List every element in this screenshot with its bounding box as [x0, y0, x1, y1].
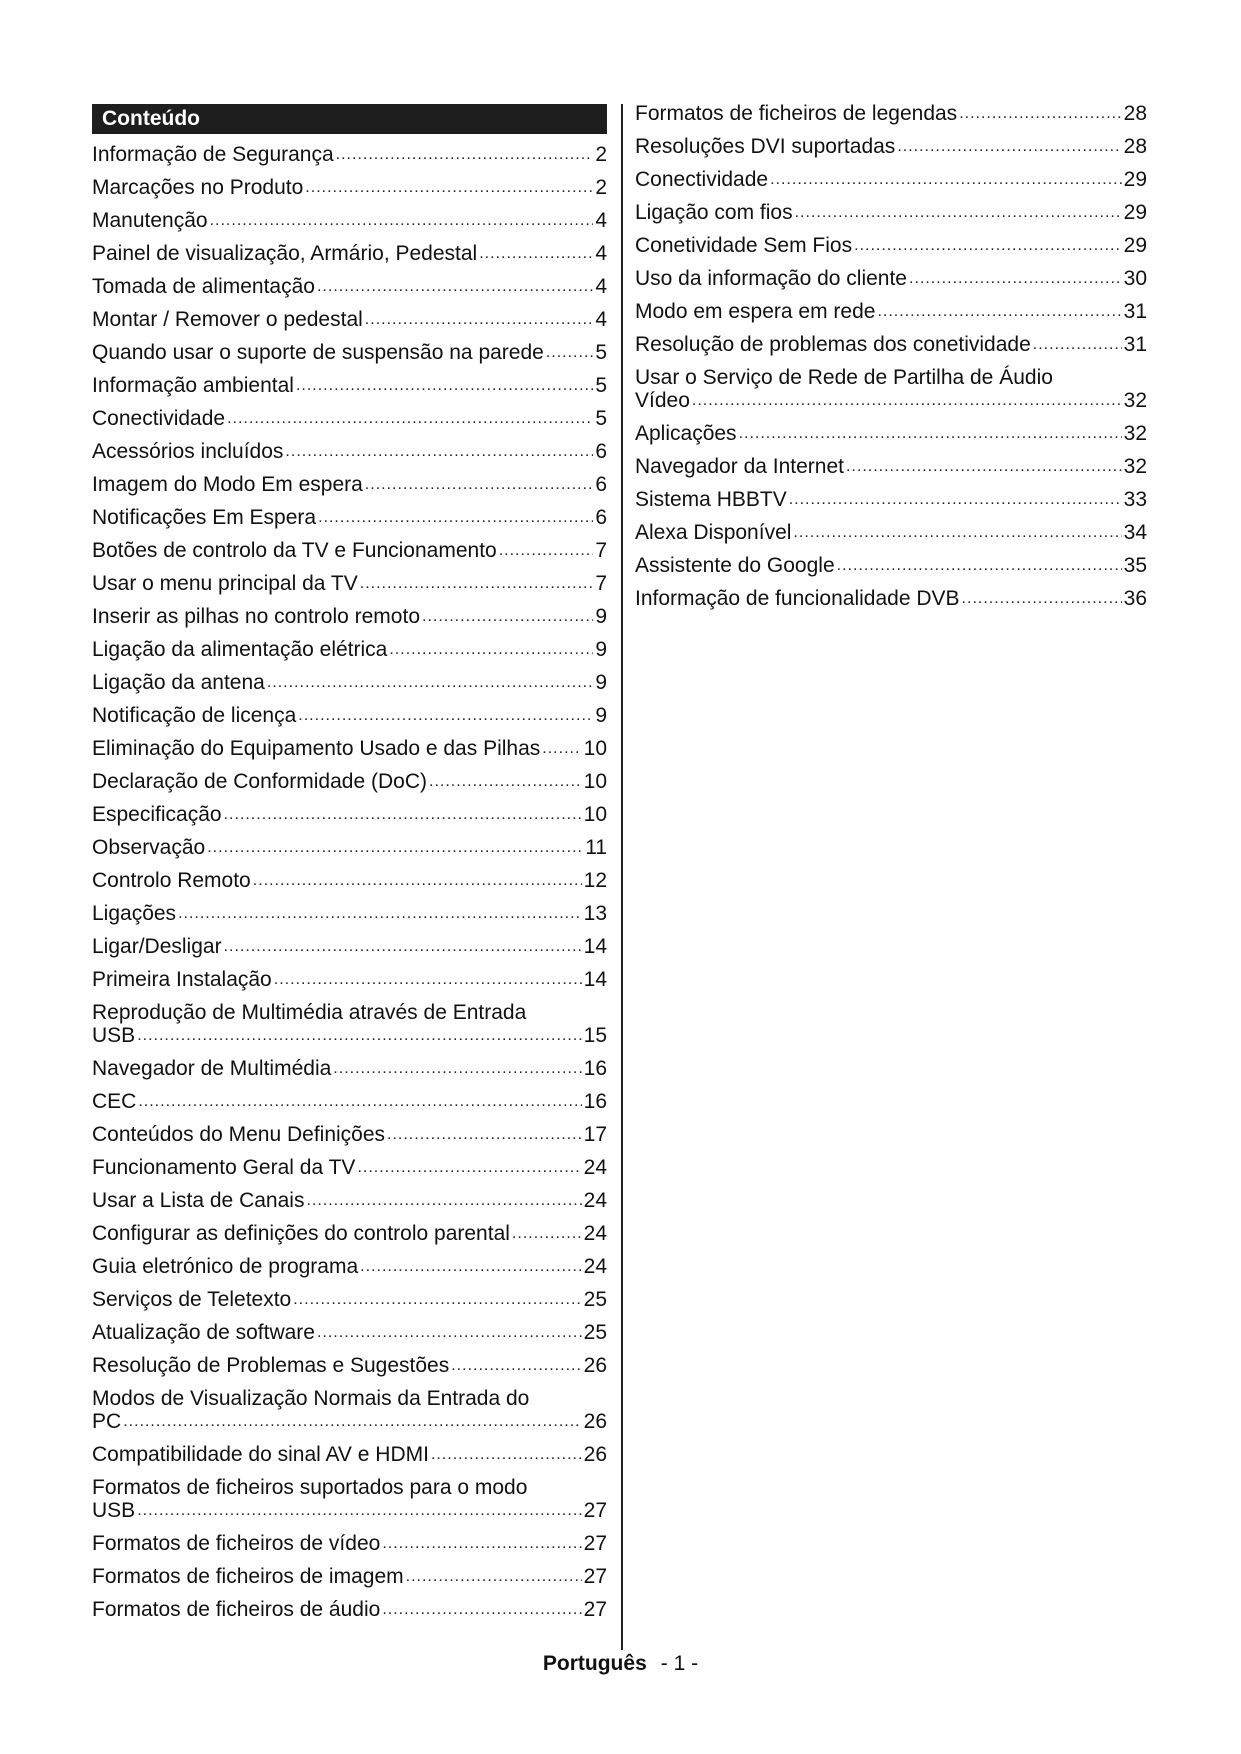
toc-entry-title: Formatos de ficheiros de imagem [92, 1565, 404, 1588]
toc-entry-page: 28 [1123, 102, 1147, 125]
toc-entry-page: 27 [583, 1565, 607, 1588]
toc-entry-title: Formatos de ficheiros de áudio [92, 1598, 381, 1621]
toc-dot-leader [389, 638, 593, 661]
toc-entry-title: USB [92, 1024, 136, 1047]
toc-entry[interactable] [635, 549, 1147, 582]
toc-entry[interactable] [92, 963, 607, 996]
toc-dot-leader [360, 572, 594, 595]
toc-entry-page: 29 [1123, 201, 1147, 224]
toc-entry-title: PC [92, 1410, 122, 1433]
footer-language: Português [542, 1652, 647, 1675]
toc-entry[interactable] [92, 1527, 607, 1560]
toc-dot-leader [451, 1354, 581, 1377]
toc-entry-title: Marcações no Produto [92, 176, 304, 199]
toc-entry-page: 4 [595, 308, 607, 331]
toc-entry-page: 6 [595, 506, 607, 529]
toc-entry[interactable] [92, 1593, 607, 1626]
toc-entry[interactable] [92, 930, 607, 963]
toc-entry-page: 24 [583, 1255, 607, 1278]
toc-entry-page: 27 [583, 1499, 607, 1522]
toc-entry[interactable] [92, 1438, 607, 1471]
toc-dot-leader [318, 506, 593, 529]
toc-entry[interactable] [92, 468, 607, 501]
toc-entry[interactable] [92, 402, 607, 435]
toc-dot-leader [357, 1156, 581, 1179]
toc-entry-title: USB [92, 1499, 136, 1522]
toc-dot-leader [793, 521, 1121, 544]
toc-dot-leader [429, 770, 582, 793]
toc-entry[interactable] [635, 582, 1147, 615]
toc-entry-title: Serviços de Teletexto [92, 1288, 292, 1311]
toc-dot-leader [431, 1443, 582, 1466]
toc-entry[interactable] [92, 765, 607, 798]
toc-entry[interactable] [92, 666, 607, 699]
toc-entry-page: 25 [583, 1288, 607, 1311]
toc-dot-leader [137, 1499, 581, 1522]
toc-entry-title: Resolução de problemas dos conetividade [635, 333, 1031, 356]
toc-entry-page: 6 [595, 440, 607, 463]
toc-entry-title: Notificação de licença [92, 704, 297, 727]
toc-entry[interactable] [92, 303, 607, 336]
toc-entry-page: 16 [583, 1090, 607, 1113]
toc-entry[interactable] [92, 600, 607, 633]
toc-entry-page: 10 [583, 737, 607, 760]
toc-entry[interactable] [92, 237, 607, 270]
toc-dot-leader [317, 1321, 582, 1344]
toc-entry[interactable] [635, 130, 1147, 163]
toc-entry[interactable] [92, 1118, 607, 1151]
toc-entry-page: 7 [595, 572, 607, 595]
toc-dot-leader [382, 1598, 581, 1621]
toc-entry-title: Montar / Remover o pedestal [92, 308, 363, 331]
toc-entry-page: 34 [1123, 521, 1147, 544]
toc-dot-leader [224, 935, 582, 958]
toc-entry[interactable] [635, 97, 1147, 130]
toc-dot-leader [224, 803, 582, 826]
toc-entry-page: 32 [1123, 422, 1147, 445]
toc-entry-title-line: Usar o Serviço de Rede de Partilha de Áudio [635, 366, 1053, 389]
toc-entry-page: 32 [1123, 455, 1147, 478]
toc-entry-row [92, 1410, 607, 1433]
toc-entry-page: 5 [595, 407, 607, 430]
toc-entry-page: 4 [595, 242, 607, 265]
toc-dot-leader [365, 308, 594, 331]
toc-entry-page: 4 [595, 275, 607, 298]
toc-entry-page: 9 [595, 704, 607, 727]
toc-entry-title: Ligações [92, 902, 177, 925]
toc-entry-title: Informação de Segurança [92, 143, 334, 166]
toc-dot-leader [387, 1123, 582, 1146]
toc-entry-page: 24 [583, 1156, 607, 1179]
toc-entry-title: Conteúdos do Menu Definições [92, 1123, 386, 1146]
toc-entry-page: 33 [1123, 488, 1147, 511]
toc-entry-title: Alexa Disponível [635, 521, 792, 544]
toc-entry[interactable] [92, 1283, 607, 1316]
toc-entry[interactable] [92, 1349, 607, 1382]
toc-entry-row [635, 389, 1147, 412]
toc-entry-page: 13 [583, 902, 607, 925]
toc-entry[interactable] [92, 732, 607, 765]
toc-entry-page: 2 [595, 143, 607, 166]
toc-entry-title: Uso da informação do cliente [635, 267, 907, 290]
toc-entry-title: Tomada de alimentação [92, 275, 315, 298]
toc-entry-title: Ligação da alimentação elétrica [92, 638, 388, 661]
toc-entry-title: Quando usar o suporte de suspensão na parede [92, 341, 544, 364]
toc-dot-leader [360, 1255, 581, 1278]
toc-entry[interactable] [92, 864, 607, 897]
toc-entry-page: 10 [583, 803, 607, 826]
toc-entry-title: Usar a Lista de Canais [92, 1189, 305, 1212]
toc-entry-page: 24 [583, 1189, 607, 1212]
toc-dot-leader [253, 869, 582, 892]
toc-entry-page: 27 [583, 1598, 607, 1621]
toc-dot-leader [210, 209, 594, 232]
toc-list-left [92, 138, 607, 1626]
toc-dot-leader [422, 605, 593, 628]
toc-entry-title: Aplicações [635, 422, 737, 445]
toc-dot-leader [333, 1057, 581, 1080]
toc-entry-title: Funcionamento Geral da TV [92, 1156, 356, 1179]
toc-entry-page: 29 [1123, 168, 1147, 191]
toc-entry-page: 10 [583, 770, 607, 793]
toc-entry[interactable] [635, 196, 1147, 229]
toc-entry-title: Notificações Em Espera [92, 506, 317, 529]
toc-dot-leader [542, 737, 581, 760]
toc-entry-page: 9 [595, 638, 607, 661]
toc-entry[interactable] [92, 501, 607, 534]
toc-entry[interactable] [92, 1151, 607, 1184]
toc-entry[interactable] [92, 1560, 607, 1593]
toc-entry-title-line: Reprodução de Multimédia através de Entrada [92, 1001, 527, 1024]
toc-dot-leader [962, 587, 1122, 610]
toc-entry-page: 25 [583, 1321, 607, 1344]
toc-entry[interactable] [92, 204, 607, 237]
toc-entry-page: 36 [1123, 587, 1147, 610]
toc-entry-title: Assistente do Google [635, 554, 835, 577]
toc-entry-page: 4 [595, 209, 607, 232]
toc-entry-title: Formatos de ficheiros de legendas [635, 102, 958, 125]
toc-dot-leader [207, 836, 583, 859]
toc-dot-leader [382, 1532, 581, 1555]
toc-entry[interactable] [92, 138, 607, 171]
toc-entry-title: Controlo Remoto [92, 869, 251, 892]
toc-dot-leader [909, 267, 1122, 290]
footer-page-number: - 1 - [660, 1652, 699, 1675]
toc-dot-leader [789, 488, 1122, 511]
column-divider [621, 104, 623, 1650]
toc-entry[interactable] [635, 450, 1147, 483]
toc-dot-leader [306, 1189, 581, 1212]
toc-dot-leader [479, 242, 593, 265]
toc-dot-leader [123, 1410, 581, 1433]
toc-dot-leader [795, 201, 1122, 224]
toc-entry-page: 6 [595, 473, 607, 496]
toc-entry-page: 7 [595, 539, 607, 562]
toc-dot-leader [336, 143, 594, 166]
toc-entry[interactable] [92, 1052, 607, 1085]
toc-entry[interactable] [635, 262, 1147, 295]
toc-entry-title: Manutenção [92, 209, 208, 232]
toc-dot-leader [1033, 333, 1122, 356]
toc-entry[interactable] [92, 270, 607, 303]
toc-dot-leader [837, 554, 1122, 577]
toc-entry[interactable] [92, 369, 607, 402]
toc-dot-leader [274, 968, 582, 991]
toc-entry[interactable] [92, 336, 607, 369]
toc-entry-page: 35 [1123, 554, 1147, 577]
toc-entry[interactable] [92, 171, 607, 204]
toc-entry-page: 30 [1123, 267, 1147, 290]
toc-heading: Conteúdo [92, 104, 607, 134]
toc-dot-leader [499, 539, 594, 562]
toc-entry[interactable] [92, 1471, 607, 1527]
toc-dot-leader [317, 275, 593, 298]
toc-dot-leader [692, 389, 1122, 412]
toc-entry-title: Navegador de Multimédia [92, 1057, 332, 1080]
toc-entry-title: Primeira Instalação [92, 968, 272, 991]
toc-entry[interactable] [92, 1184, 607, 1217]
toc-entry[interactable] [92, 996, 607, 1052]
toc-entry-page: 2 [595, 176, 607, 199]
toc-dot-leader [298, 704, 593, 727]
toc-dot-leader [296, 374, 593, 397]
toc-dot-leader [293, 1288, 581, 1311]
toc-list-right [635, 97, 1147, 615]
toc-entry[interactable] [92, 897, 607, 930]
toc-entry-title: Ligação com fios [635, 201, 793, 224]
toc-entry-title: Vídeo [635, 389, 690, 412]
toc-entry[interactable] [92, 699, 607, 732]
toc-entry[interactable] [92, 534, 607, 567]
toc-entry-title: Especificação [92, 803, 222, 826]
toc-entry-row [92, 1024, 607, 1047]
toc-entry[interactable] [92, 798, 607, 831]
toc-dot-leader [512, 1222, 582, 1245]
toc-entry-page: 24 [583, 1222, 607, 1245]
toc-entry-title: Resoluções DVI suportadas [635, 135, 896, 158]
toc-entry[interactable] [92, 567, 607, 600]
toc-entry-title: Compatibilidade do sinal AV e HDMI [92, 1443, 429, 1466]
toc-entry-page: 17 [583, 1123, 607, 1146]
toc-entry-page: 16 [583, 1057, 607, 1080]
toc-entry-title: Guia eletrónico de programa [92, 1255, 359, 1278]
toc-entry-title: Conetividade Sem Fios [635, 234, 853, 257]
toc-dot-leader [546, 341, 593, 364]
toc-entry[interactable] [92, 1316, 607, 1349]
toc-entry-page: 11 [585, 836, 607, 859]
toc-entry-page: 27 [583, 1532, 607, 1555]
toc-entry[interactable] [92, 435, 607, 468]
toc-entry[interactable] [92, 1085, 607, 1118]
toc-entry-title: CEC [92, 1090, 137, 1113]
toc-entry-page: 31 [1123, 333, 1147, 356]
toc-entry-page: 26 [583, 1410, 607, 1433]
toc-entry-title: Declaração de Conformidade (DoC) [92, 770, 427, 793]
toc-entry-page: 26 [583, 1443, 607, 1466]
toc-entry[interactable] [92, 1382, 607, 1438]
toc-entry-title: Atualização de software [92, 1321, 315, 1344]
toc-entry-title: Informação ambiental [92, 374, 294, 397]
toc-entry-title: Botões de controlo da TV e Funcionamento [92, 539, 497, 562]
toc-dot-leader [227, 407, 593, 430]
toc-entry-title: Conectividade [635, 168, 769, 191]
toc-entry-page: 28 [1123, 135, 1147, 158]
toc-dot-leader [897, 135, 1121, 158]
toc-right-column [635, 97, 1147, 615]
toc-entry[interactable] [92, 633, 607, 666]
toc-entry-page: 5 [595, 341, 607, 364]
toc-entry-page: 9 [595, 605, 607, 628]
toc-dot-leader [770, 168, 1122, 191]
toc-entry[interactable] [92, 1250, 607, 1283]
toc-entry-title: Resolução de Problemas e Sugestões [92, 1354, 450, 1377]
toc-entry[interactable] [92, 1217, 607, 1250]
toc-entry-page: 14 [583, 935, 607, 958]
toc-entry-title: Informação de funcionalidade DVB [635, 587, 960, 610]
toc-dot-leader [877, 300, 1121, 323]
toc-dot-leader [365, 473, 594, 496]
toc-entry-title: Configurar as definições do controlo parental [92, 1222, 510, 1245]
toc-entry-title: Navegador da Internet [635, 455, 844, 478]
toc-entry[interactable] [92, 831, 607, 864]
toc-entry-title: Painel de visualização, Armário, Pedestal [92, 242, 478, 265]
toc-dot-leader [305, 176, 593, 199]
toc-entry-page: 14 [583, 968, 607, 991]
toc-entry-page: 15 [583, 1024, 607, 1047]
toc-entry-title: Ligação da antena [92, 671, 265, 694]
toc-dot-leader [267, 671, 593, 694]
toc-dot-leader [854, 234, 1122, 257]
toc-entry-page: 32 [1123, 389, 1147, 412]
toc-entry-title: Inserir as pilhas no controlo remoto [92, 605, 420, 628]
toc-entry-title: Observação [92, 836, 206, 859]
toc-entry-page: 29 [1123, 234, 1147, 257]
toc-entry-title: Formatos de ficheiros de vídeo [92, 1532, 381, 1555]
toc-entry-title: Acessórios incluídos [92, 440, 284, 463]
toc-entry-title-line: Formatos de ficheiros suportados para o modo [92, 1476, 528, 1499]
toc-entry-row [92, 1499, 607, 1522]
toc-dot-leader [285, 440, 593, 463]
toc-entry[interactable] [635, 295, 1147, 328]
toc-dot-leader [137, 1024, 581, 1047]
toc-dot-leader [959, 102, 1121, 125]
toc-entry-page: 9 [595, 671, 607, 694]
toc-entry-title: Imagem do Modo Em espera [92, 473, 363, 496]
toc-entry-page: 12 [583, 869, 607, 892]
toc-entry-title-line: Modos de Visualização Normais da Entrada do [92, 1387, 530, 1410]
toc-entry[interactable] [635, 361, 1147, 417]
toc-entry-title: Eliminação do Equipamento Usado e das Pilhas [92, 737, 541, 760]
toc-entry-page: 31 [1123, 300, 1147, 323]
toc-entry[interactable] [635, 417, 1147, 450]
toc-dot-leader [178, 902, 582, 925]
toc-dot-leader [406, 1565, 582, 1588]
page-footer [0, 1652, 1241, 1676]
toc-entry-page: 5 [595, 374, 607, 397]
toc-entry[interactable] [635, 229, 1147, 262]
toc-dot-leader [739, 422, 1122, 445]
toc-entry-title: Ligar/Desligar [92, 935, 222, 958]
toc-left-column [92, 104, 607, 1626]
toc-entry[interactable] [635, 328, 1147, 361]
toc-entry[interactable] [635, 516, 1147, 549]
toc-entry-page: 26 [583, 1354, 607, 1377]
toc-entry-title: Modo em espera em rede [635, 300, 876, 323]
toc-entry-title: Usar o menu principal da TV [92, 572, 358, 595]
toc-dot-leader [138, 1090, 581, 1113]
toc-entry-title: Conectividade [92, 407, 226, 430]
toc-entry-title: Sistema HBBTV [635, 488, 787, 511]
toc-entry[interactable] [635, 163, 1147, 196]
toc-dot-leader [846, 455, 1122, 478]
toc-entry[interactable] [635, 483, 1147, 516]
